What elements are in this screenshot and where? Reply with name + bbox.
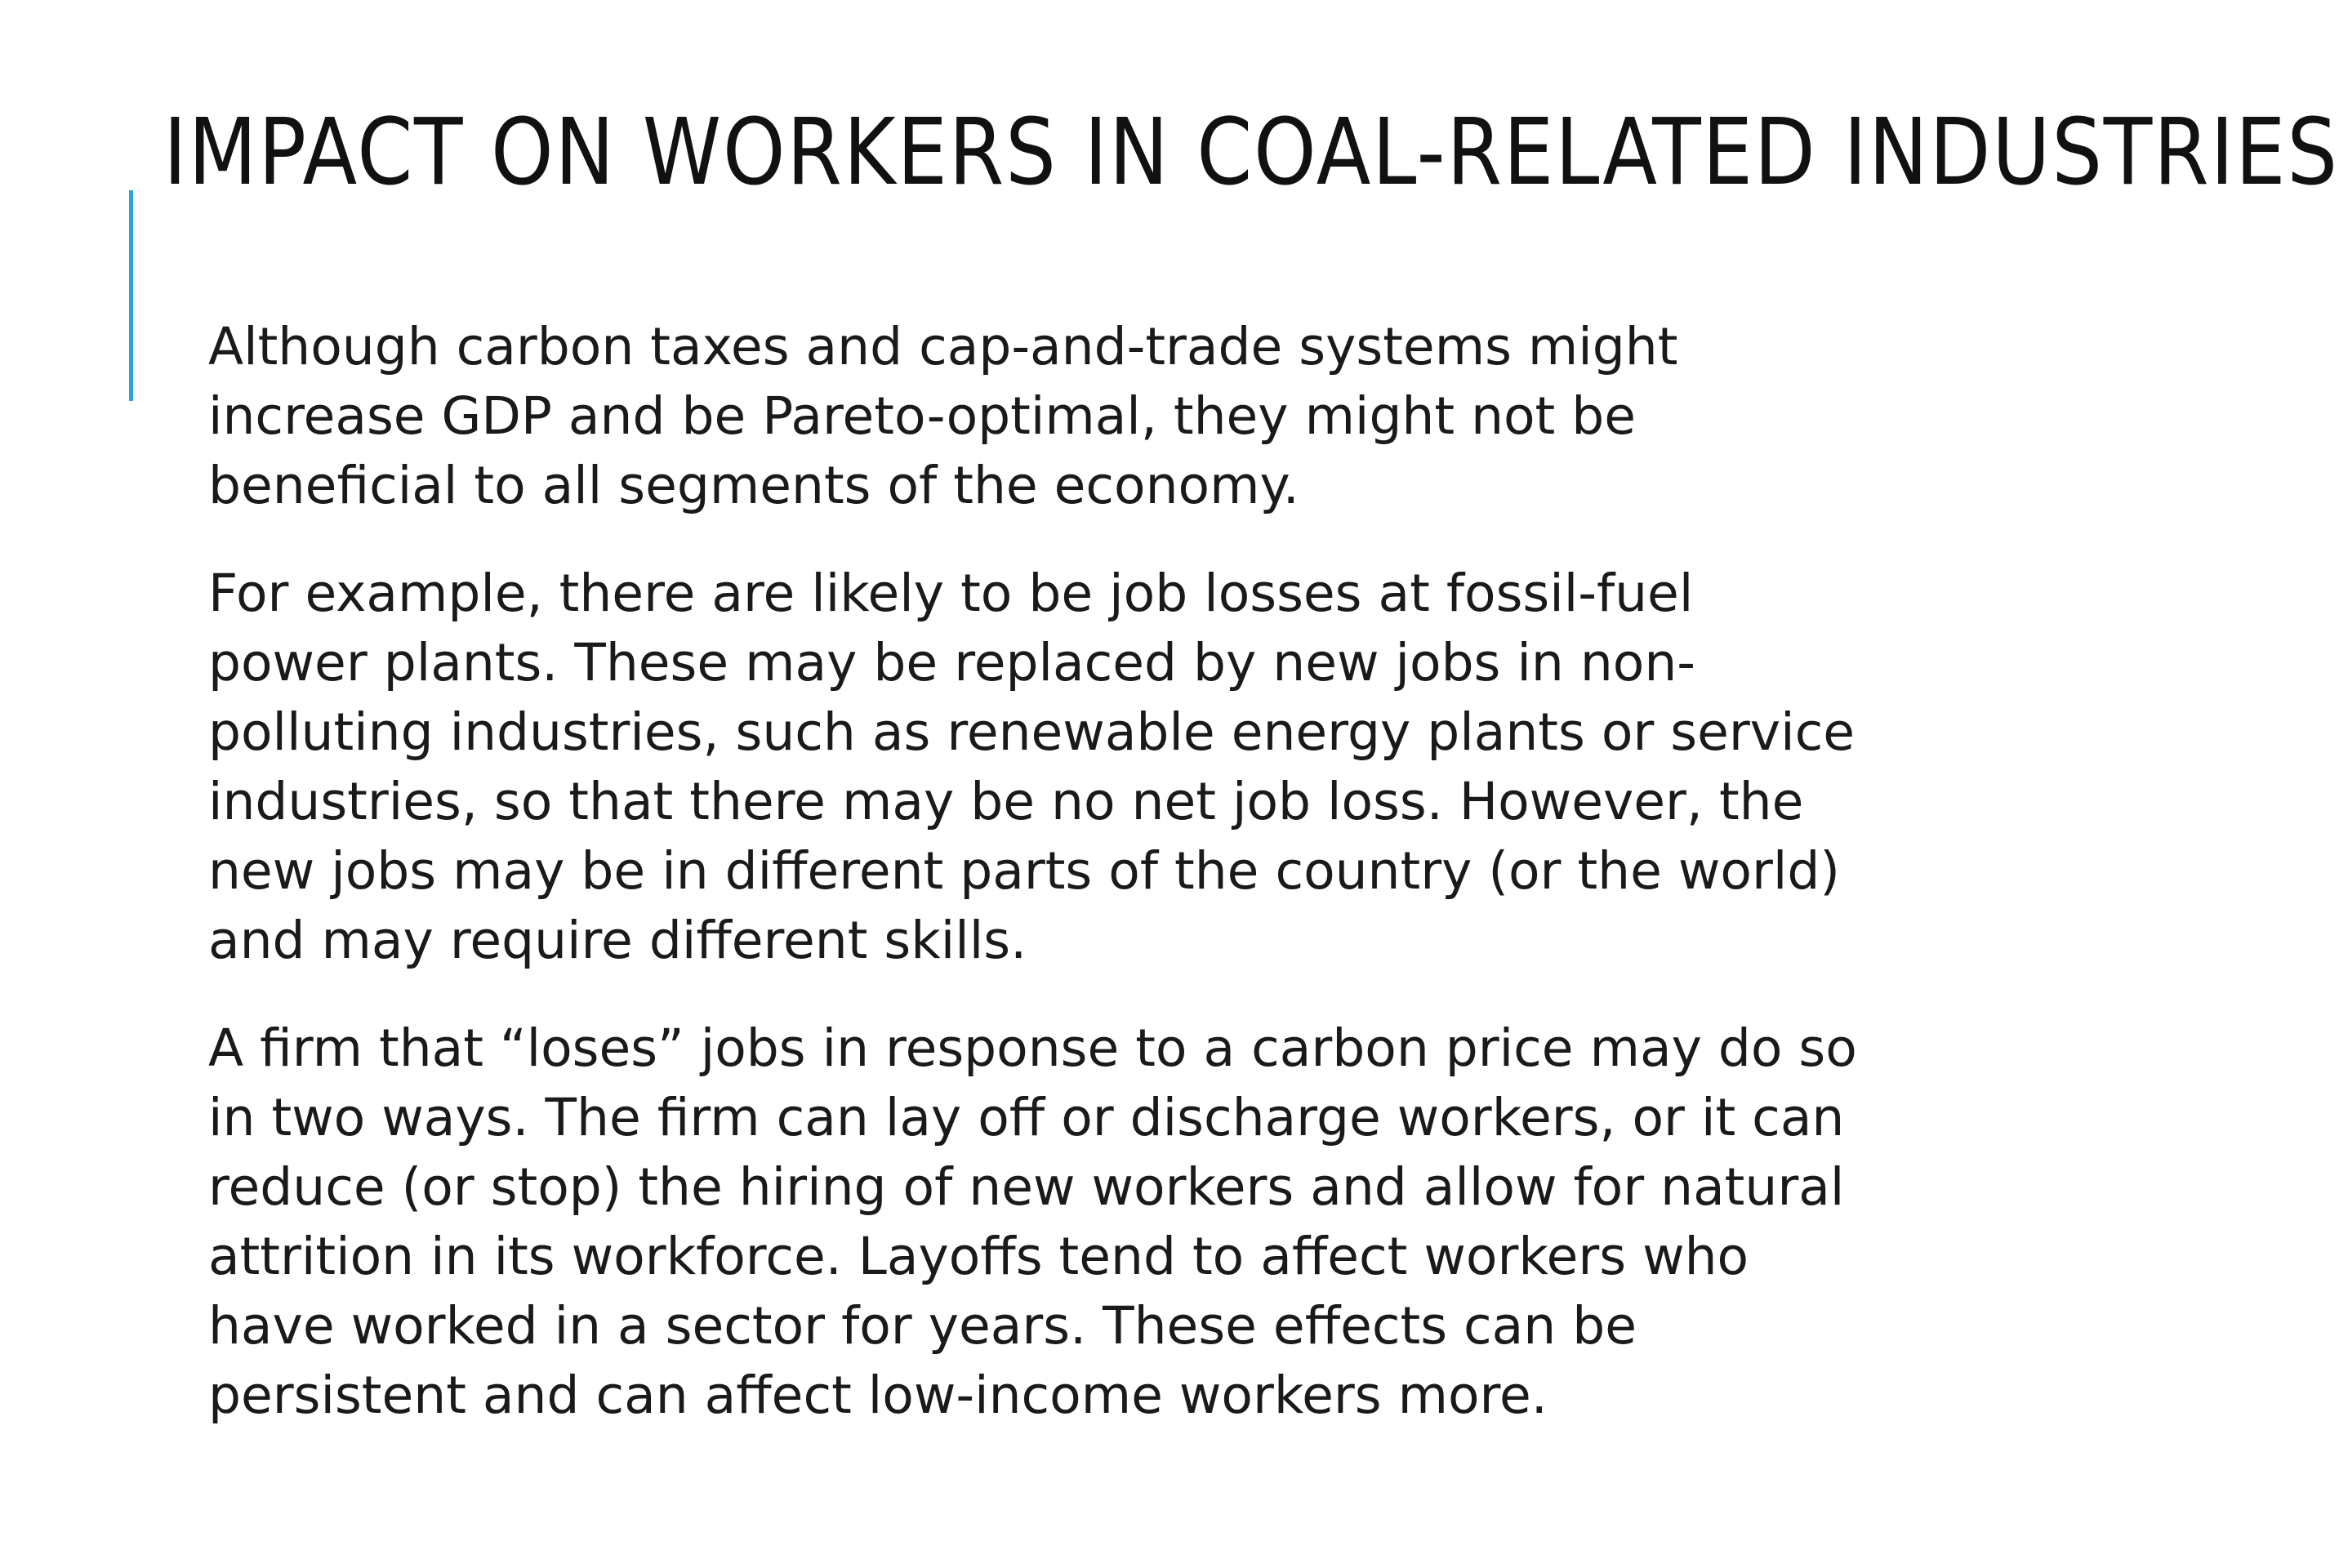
text-line: industries, so that there may be no net job loss. However, the — [208, 772, 1804, 831]
text-line: power plants. These may be replaced by new jobs in non- — [208, 633, 1696, 693]
text-line: reduce (or stop) the hiring of new workers and allow for natural — [208, 1157, 1845, 1217]
text-line: and may require different skills. — [208, 911, 1027, 970]
text-line: increase GDP and be Pareto-optimal, they might not be — [208, 386, 1637, 446]
text-line: A firm that “loses” jobs in response to a carbon price may do so — [208, 1018, 1857, 1078]
text-line: polluting industries, such as renewable energy plants or service — [208, 702, 1855, 762]
paragraph-2 — [208, 559, 1907, 975]
slide-body — [208, 312, 1907, 1468]
text-line: have worked in a sector for years. These effects can be — [208, 1296, 1637, 1356]
text-line: persistent and can affect low-income workers more. — [208, 1365, 1548, 1425]
text-line: attrition in its workforce. Layoffs tend to affect workers who — [208, 1227, 1749, 1286]
text-line: For example, there are likely to be job losses at fossil-fuel — [208, 564, 1694, 623]
text-line: in two ways. The firm can lay off or discharge workers, or it can — [208, 1088, 1845, 1147]
slide-title: IMPACT ON WORKERS IN COAL-RELATED INDUSTRIES — [163, 100, 2339, 206]
text-line: beneficial to all segments of the economy. — [208, 456, 1299, 515]
text-line: Although carbon taxes and cap-and-trade systems might — [208, 317, 1678, 376]
text-line: new jobs may be in different parts of the country (or the world) — [208, 841, 1840, 901]
paragraph-3 — [208, 1013, 1907, 1430]
accent-bar — [129, 190, 133, 401]
paragraph-1 — [208, 312, 1907, 520]
